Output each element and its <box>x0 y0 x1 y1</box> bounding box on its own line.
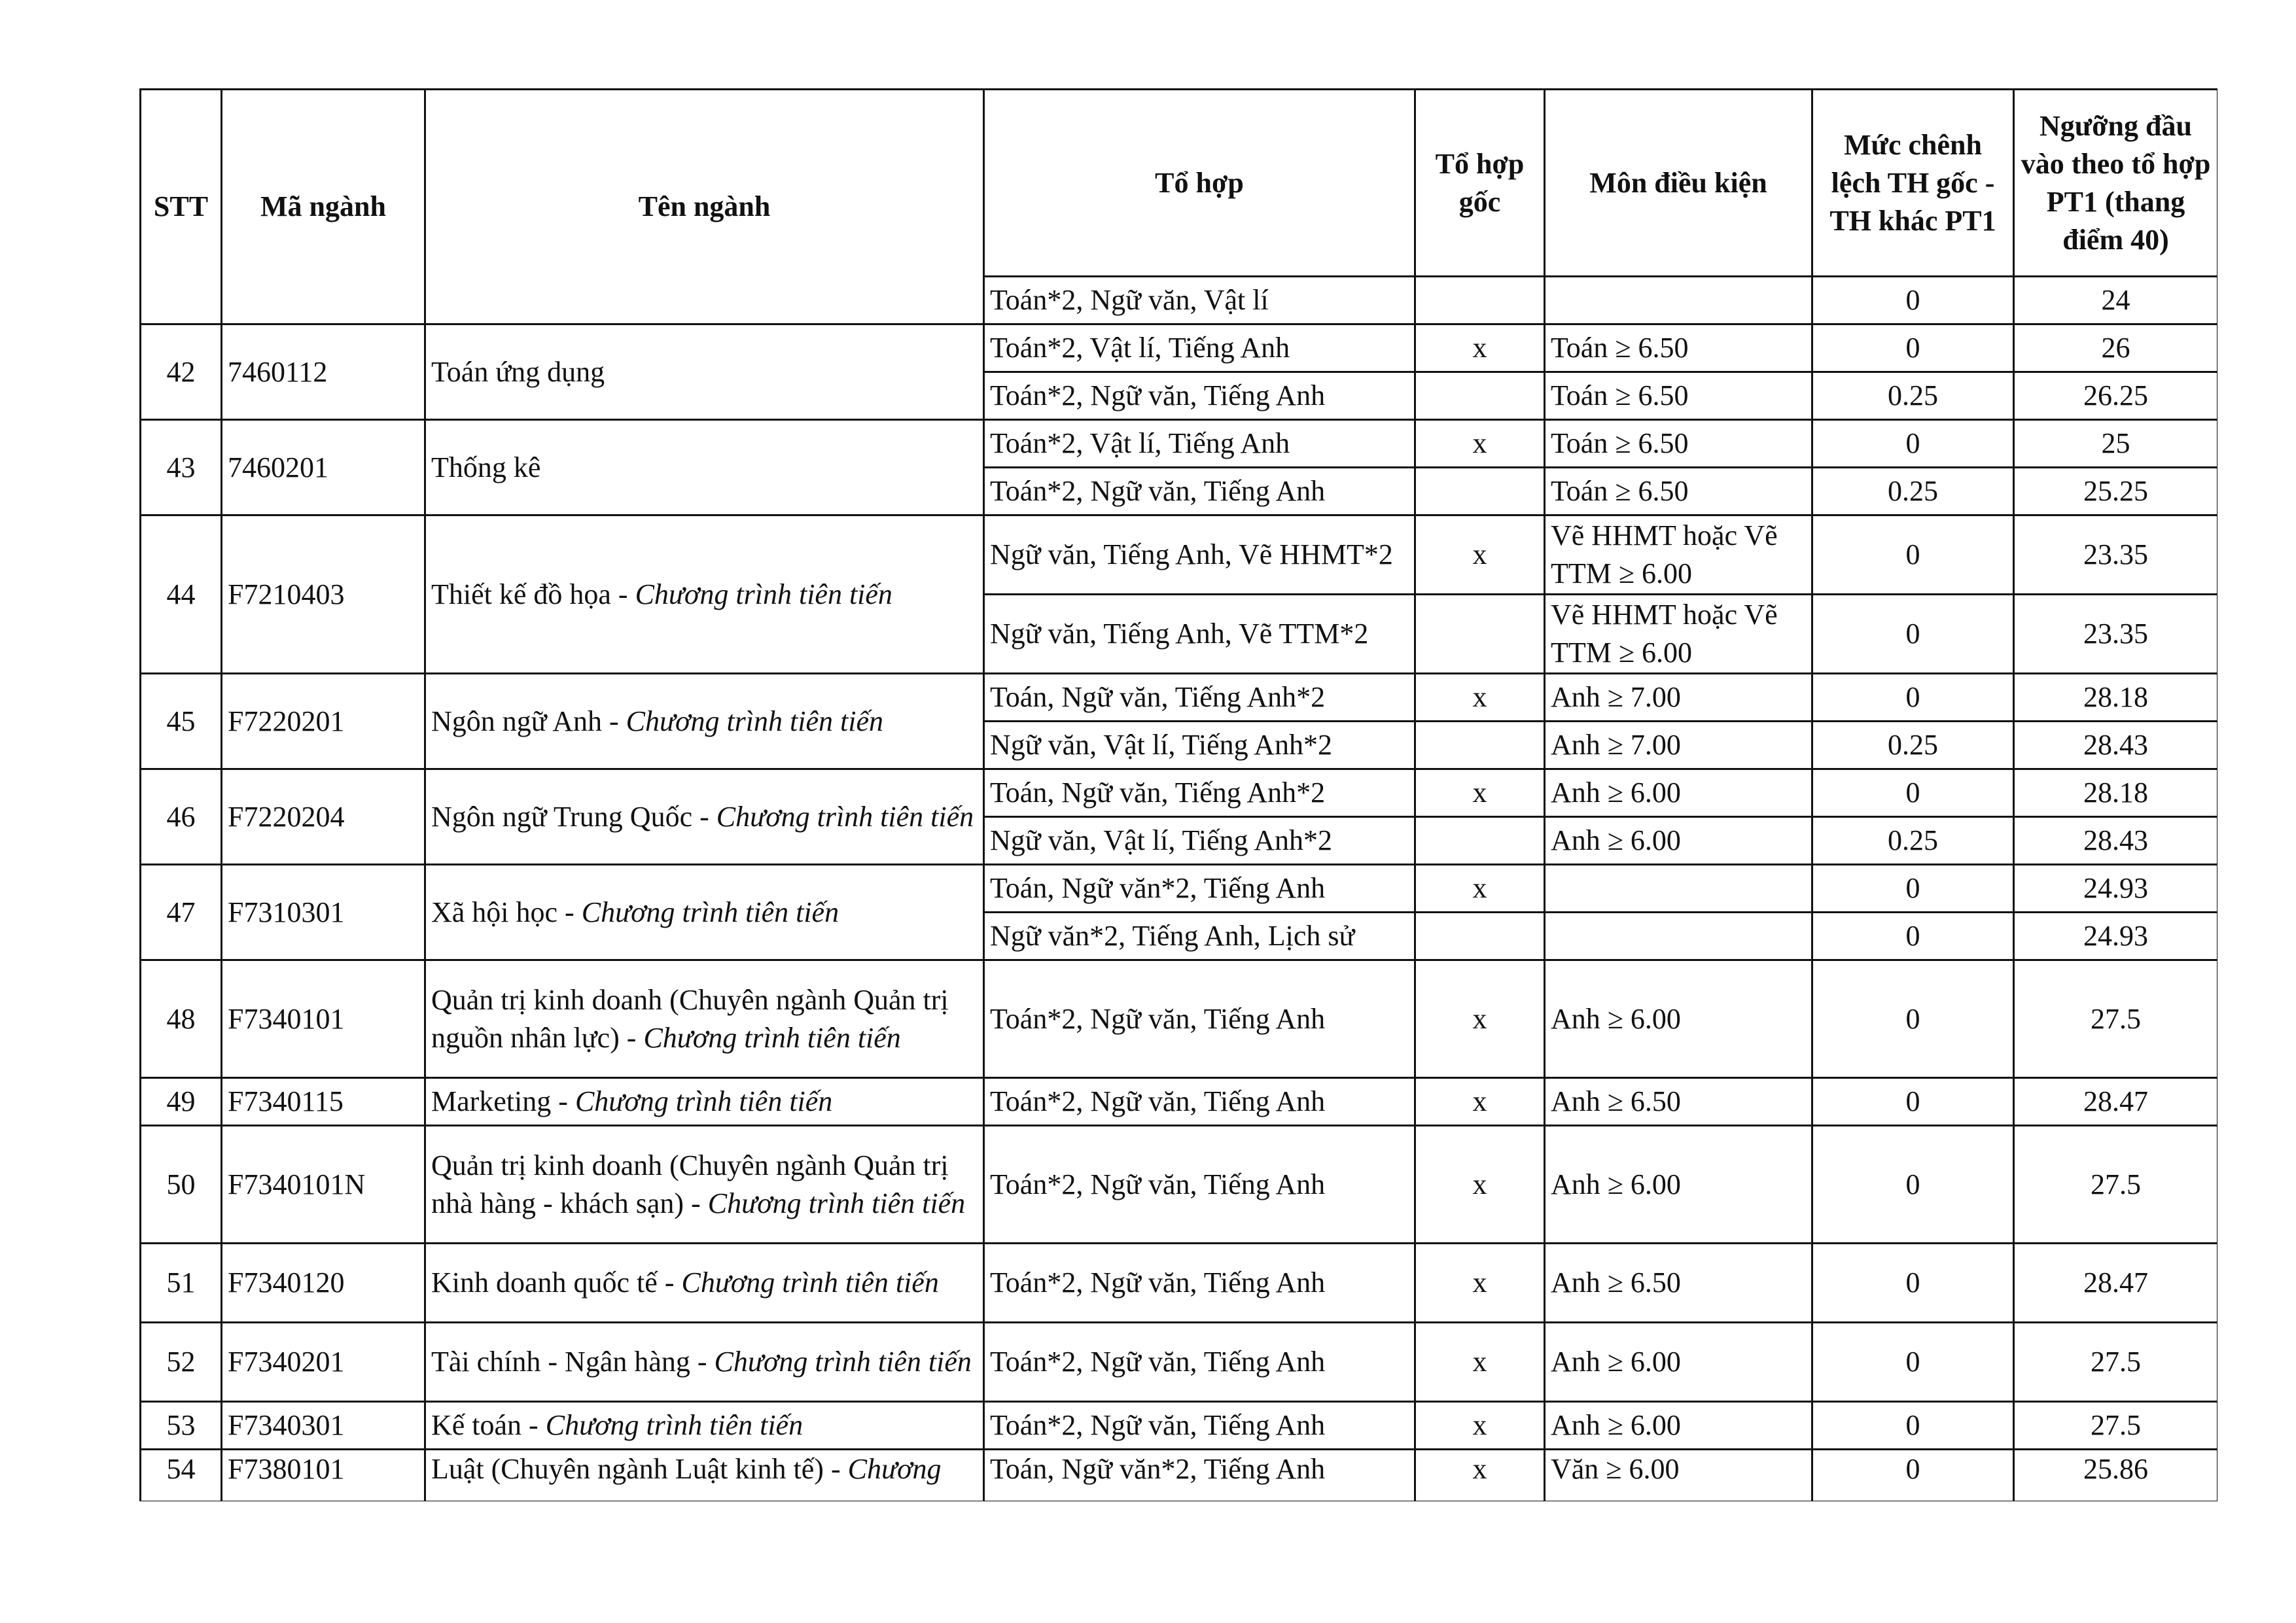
cell-mon-dieu-kien: Toán ≥ 6.50 <box>1545 420 1812 468</box>
table-row <box>141 960 2218 1078</box>
table-row <box>141 1126 2218 1244</box>
program-name: Ngôn ngữ Anh - <box>431 705 626 737</box>
program-type: Chương trình tiên tiến <box>635 578 892 610</box>
cell-to-hop: Ngữ văn, Vật lí, Tiếng Anh*2 <box>984 722 1415 769</box>
cell-nguong: 25.86 <box>2014 1450 2218 1502</box>
cell-chenh-lech: 0 <box>1812 1078 2014 1126</box>
cell-mon-dieu-kien: Anh ≥ 6.00 <box>1545 1323 1812 1402</box>
document-page <box>139 88 2217 1501</box>
cell-chenh-lech: 0 <box>1812 1450 2014 1502</box>
cell-to-hop-goc: x <box>1415 960 1545 1078</box>
cell-stt: 45 <box>141 674 222 769</box>
cell-ten-nganh <box>425 1126 984 1244</box>
cell-nguong: 27.5 <box>2014 960 2218 1078</box>
cell-to-hop: Toán*2, Ngữ văn, Tiếng Anh <box>984 960 1415 1078</box>
cell-nguong: 28.43 <box>2014 817 2218 865</box>
cell-to-hop: Toán, Ngữ văn, Tiếng Anh*2 <box>984 769 1415 817</box>
cell-ten-nganh <box>425 324 984 420</box>
table-row <box>141 674 2218 722</box>
cell-to-hop: Ngữ văn, Tiếng Anh, Vẽ HHMT*2 <box>984 515 1415 595</box>
cell-nguong: 28.47 <box>2014 1078 2218 1126</box>
program-name: Xã hội học - <box>431 896 582 928</box>
cell-ten-nganh <box>425 769 984 865</box>
table-row <box>141 1078 2218 1126</box>
cell-mon-dieu-kien: Vẽ HHMT hoặc Vẽ TTM ≥ 6.00 <box>1545 515 1812 595</box>
cell-ten-nganh <box>425 515 984 674</box>
cell-mon-dieu-kien: Anh ≥ 6.50 <box>1545 1078 1812 1126</box>
cell-ten-nganh <box>425 1078 984 1126</box>
program-type: Chương trình tiên tiến <box>626 705 883 737</box>
cell-stt: 43 <box>141 420 222 515</box>
cell-to-hop: Toán*2, Ngữ văn, Tiếng Anh <box>984 1244 1415 1323</box>
program-name: Luật (Chuyên ngành Luật kinh tế) - <box>431 1453 848 1485</box>
cell-ten-nganh <box>425 674 984 769</box>
program-type: Chương trình tiên tiến <box>643 1021 901 1054</box>
program-type: Chương trình tiên tiến <box>681 1266 939 1299</box>
cell-stt: 48 <box>141 960 222 1078</box>
program-name: Marketing - <box>431 1085 575 1117</box>
cell-to-hop-goc: x <box>1415 324 1545 372</box>
program-type: Chương trình tiên tiến <box>714 1346 972 1378</box>
cell-to-hop: Toán*2, Vật lí, Tiếng Anh <box>984 420 1415 468</box>
program-name: Tài chính - Ngân hàng - <box>431 1346 715 1378</box>
cell-to-hop-goc: x <box>1415 769 1545 817</box>
table-row <box>141 769 2218 817</box>
cell-stt: 46 <box>141 769 222 865</box>
cell-mon-dieu-kien: Toán ≥ 6.50 <box>1545 372 1812 420</box>
cell-chenh-lech: 0 <box>1812 515 2014 595</box>
header-mon-dieu-kien: Môn điều kiện <box>1545 90 1812 277</box>
table-row <box>141 1244 2218 1323</box>
cell-chenh-lech: 0 <box>1812 324 2014 372</box>
cell-to-hop-goc <box>1415 372 1545 420</box>
cell-to-hop-goc: x <box>1415 1402 1545 1450</box>
cell-stt: 50 <box>141 1126 222 1244</box>
cell-nguong: 28.43 <box>2014 722 2218 769</box>
cell-to-hop: Toán, Ngữ văn*2, Tiếng Anh <box>984 1450 1415 1502</box>
table-row <box>141 865 2218 913</box>
cell-stt: 53 <box>141 1402 222 1450</box>
cell-nguong: 23.35 <box>2014 595 2218 674</box>
cell-nguong: 25.25 <box>2014 468 2218 515</box>
cell-ma-nganh: F7210403 <box>222 515 425 674</box>
cell-to-hop-goc: x <box>1415 1126 1545 1244</box>
cell-mon-dieu-kien: Anh ≥ 6.00 <box>1545 1126 1812 1244</box>
cell-to-hop-goc <box>1415 817 1545 865</box>
program-name: Toán ứng dụng <box>431 355 605 388</box>
cell-to-hop: Toán*2, Ngữ văn, Tiếng Anh <box>984 1402 1415 1450</box>
cell-nguong: 25 <box>2014 420 2218 468</box>
header-ten-nganh: Tên ngành <box>425 90 984 324</box>
cell-stt: 42 <box>141 324 222 420</box>
cell-to-hop: Toán*2, Ngữ văn, Tiếng Anh <box>984 1126 1415 1244</box>
cell-to-hop-goc: x <box>1415 1450 1545 1502</box>
cell-to-hop: Ngữ văn, Vật lí, Tiếng Anh*2 <box>984 817 1415 865</box>
header-stt: STT <box>141 90 222 324</box>
cell-nguong: 23.35 <box>2014 515 2218 595</box>
program-type: Chương trình tiên tiến <box>581 896 839 928</box>
cell-nguong: 24 <box>2014 277 2218 324</box>
cell-chenh-lech: 0.25 <box>1812 468 2014 515</box>
cell-ten-nganh <box>425 420 984 515</box>
cell-to-hop-goc: x <box>1415 1323 1545 1402</box>
cell-to-hop-goc <box>1415 468 1545 515</box>
cell-to-hop: Toán*2, Ngữ văn, Tiếng Anh <box>984 468 1415 515</box>
table-body <box>141 324 2218 1502</box>
header-muc-chenh-lech: Mức chênh lệch TH gốc - TH khác PT1 <box>1812 90 2014 277</box>
cell-chenh-lech: 0 <box>1812 420 2014 468</box>
cell-ma-nganh: F7310301 <box>222 865 425 960</box>
cell-chenh-lech: 0 <box>1812 1126 2014 1244</box>
cell-ma-nganh: F7340201 <box>222 1323 425 1402</box>
cell-to-hop-goc: x <box>1415 420 1545 468</box>
cell-ma-nganh: F7340101N <box>222 1126 425 1244</box>
cell-to-hop: Toán*2, Ngữ văn, Tiếng Anh <box>984 1323 1415 1402</box>
header-ma-nganh: Mã ngành <box>222 90 425 324</box>
cell-mon-dieu-kien: Anh ≥ 7.00 <box>1545 722 1812 769</box>
cell-to-hop-goc <box>1415 913 1545 960</box>
cell-mon-dieu-kien: Anh ≥ 7.00 <box>1545 674 1812 722</box>
cell-mon-dieu-kien <box>1545 277 1812 324</box>
cell-to-hop-goc: x <box>1415 674 1545 722</box>
table-header <box>141 90 2218 277</box>
cell-to-hop-goc: x <box>1415 1078 1545 1126</box>
cell-to-hop: Ngữ văn, Tiếng Anh, Vẽ TTM*2 <box>984 595 1415 674</box>
program-name: Kế toán - <box>431 1409 546 1441</box>
program-type: Chương trình tiên tiến <box>574 1085 833 1117</box>
cell-chenh-lech: 0 <box>1812 960 2014 1078</box>
cell-chenh-lech: 0 <box>1812 277 2014 324</box>
cell-to-hop: Toán*2, Ngữ văn, Tiếng Anh <box>984 372 1415 420</box>
cell-stt: 49 <box>141 1078 222 1126</box>
cell-to-hop-goc <box>1415 722 1545 769</box>
cell-chenh-lech: 0 <box>1812 1323 2014 1402</box>
cell-chenh-lech: 0 <box>1812 1402 2014 1450</box>
cell-nguong: 27.5 <box>2014 1323 2218 1402</box>
cell-stt: 47 <box>141 865 222 960</box>
cell-chenh-lech: 0.25 <box>1812 722 2014 769</box>
cell-to-hop: Toán, Ngữ văn, Tiếng Anh*2 <box>984 674 1415 722</box>
cell-ma-nganh: F7220201 <box>222 674 425 769</box>
program-name: Thống kê <box>431 451 541 483</box>
cell-ma-nganh: F7340115 <box>222 1078 425 1126</box>
cell-nguong: 28.18 <box>2014 769 2218 817</box>
cell-ten-nganh <box>425 1402 984 1450</box>
header-to-hop-goc: Tổ hợp gốc <box>1415 90 1545 277</box>
cell-nguong: 27.5 <box>2014 1402 2218 1450</box>
program-type: Chương trình tiên tiến <box>545 1409 804 1441</box>
cell-ten-nganh <box>425 1323 984 1402</box>
program-name: Ngôn ngữ Trung Quốc - <box>431 800 716 833</box>
cell-ma-nganh: F7340301 <box>222 1402 425 1450</box>
cell-ma-nganh: F7340101 <box>222 960 425 1078</box>
cell-chenh-lech: 0 <box>1812 674 2014 722</box>
header-to-hop: Tổ hợp <box>984 90 1415 277</box>
cell-to-hop-goc <box>1415 277 1545 324</box>
cell-nguong: 24.93 <box>2014 913 2218 960</box>
table-row <box>141 1402 2218 1450</box>
cell-stt: 54 <box>141 1450 222 1502</box>
cell-ten-nganh <box>425 1244 984 1323</box>
cell-ten-nganh <box>425 865 984 960</box>
cell-nguong: 28.47 <box>2014 1244 2218 1323</box>
cell-ma-nganh: F7340120 <box>222 1244 425 1323</box>
cell-chenh-lech: 0 <box>1812 1244 2014 1323</box>
cell-mon-dieu-kien: Anh ≥ 6.50 <box>1545 1244 1812 1323</box>
cell-mon-dieu-kien: Toán ≥ 6.50 <box>1545 468 1812 515</box>
cell-mon-dieu-kien: Văn ≥ 6.00 <box>1545 1450 1812 1502</box>
cell-chenh-lech: 0.25 <box>1812 817 2014 865</box>
cell-mon-dieu-kien: Anh ≥ 6.00 <box>1545 1402 1812 1450</box>
cell-stt: 52 <box>141 1323 222 1402</box>
cell-stt: 44 <box>141 515 222 674</box>
cell-stt: 51 <box>141 1244 222 1323</box>
cell-to-hop-goc: x <box>1415 865 1545 913</box>
cell-chenh-lech: 0 <box>1812 595 2014 674</box>
cell-nguong: 26 <box>2014 324 2218 372</box>
cell-mon-dieu-kien: Anh ≥ 6.00 <box>1545 817 1812 865</box>
header-nguong-dau-vao: Ngưỡng đầu vào theo tổ hợp PT1 (thang điểm 40) <box>2014 90 2218 277</box>
program-name: Quản trị kinh doanh (Chuyên ngành Quản trị nhà hàng - khách sạn) - <box>431 1149 949 1219</box>
cell-ten-nganh <box>425 1450 984 1502</box>
cell-mon-dieu-kien <box>1545 913 1812 960</box>
cell-mon-dieu-kien <box>1545 865 1812 913</box>
cell-nguong: 28.18 <box>2014 674 2218 722</box>
program-name: Kinh doanh quốc tế - <box>431 1266 682 1299</box>
program-type: Chương trình tiên tiến <box>707 1187 966 1219</box>
cell-to-hop: Toán, Ngữ văn*2, Tiếng Anh <box>984 865 1415 913</box>
cell-to-hop: Toán*2, Ngữ văn, Vật lí <box>984 277 1415 324</box>
program-name: Thiết kế đồ họa - <box>431 578 635 610</box>
cell-to-hop: Ngữ văn*2, Tiếng Anh, Lịch sử <box>984 913 1415 960</box>
cell-nguong: 24.93 <box>2014 865 2218 913</box>
program-type: Chương <box>847 1453 942 1485</box>
admission-table <box>139 88 2217 1501</box>
cell-mon-dieu-kien: Anh ≥ 6.00 <box>1545 960 1812 1078</box>
table-row <box>141 1450 2218 1502</box>
cell-ma-nganh: 7460112 <box>222 324 425 420</box>
table-row <box>141 1323 2218 1402</box>
program-name: Quản trị kinh doanh (Chuyên ngành Quản trị nguồn nhân lực) - <box>431 983 949 1054</box>
table-row <box>141 324 2218 372</box>
cell-to-hop-goc <box>1415 595 1545 674</box>
cell-chenh-lech: 0.25 <box>1812 372 2014 420</box>
cell-ten-nganh <box>425 960 984 1078</box>
cell-chenh-lech: 0 <box>1812 865 2014 913</box>
cell-nguong: 27.5 <box>2014 1126 2218 1244</box>
cell-mon-dieu-kien: Toán ≥ 6.50 <box>1545 324 1812 372</box>
table-row <box>141 420 2218 468</box>
cell-nguong: 26.25 <box>2014 372 2218 420</box>
table-row <box>141 515 2218 595</box>
cell-mon-dieu-kien: Anh ≥ 6.00 <box>1545 769 1812 817</box>
program-type: Chương trình tiên tiến <box>716 800 974 833</box>
cell-to-hop-goc: x <box>1415 1244 1545 1323</box>
cell-chenh-lech: 0 <box>1812 913 2014 960</box>
cell-ma-nganh: F7380101 <box>222 1450 425 1502</box>
cell-ma-nganh: 7460201 <box>222 420 425 515</box>
cell-chenh-lech: 0 <box>1812 769 2014 817</box>
cell-ma-nganh: F7220204 <box>222 769 425 865</box>
cell-to-hop: Toán*2, Vật lí, Tiếng Anh <box>984 324 1415 372</box>
cell-mon-dieu-kien: Vẽ HHMT hoặc Vẽ TTM ≥ 6.00 <box>1545 595 1812 674</box>
cell-to-hop: Toán*2, Ngữ văn, Tiếng Anh <box>984 1078 1415 1126</box>
cell-to-hop-goc: x <box>1415 515 1545 595</box>
